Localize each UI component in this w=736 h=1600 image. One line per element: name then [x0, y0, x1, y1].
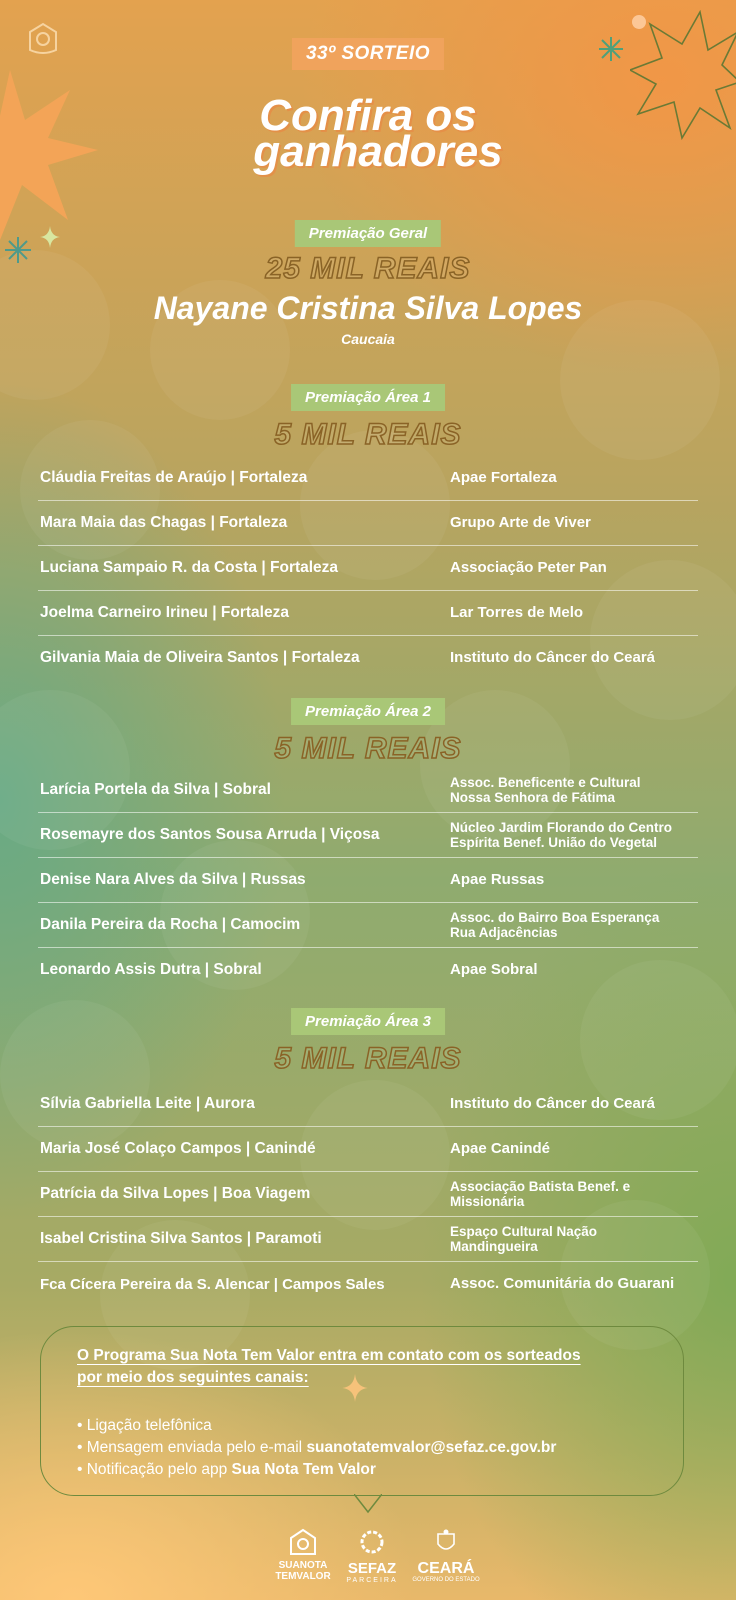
suanota-logo: SUANOTA TEMVALOR [272, 1528, 334, 1582]
list-item: Rosemayre dos Santos Sousa Arruda | Viçosa Núcleo Jardim Florando do Centro Espírita Benef. União do Vegetal [38, 813, 698, 858]
sparkle-icon-left [40, 226, 60, 248]
list-item: Maria José Colaço Campos | Canindé Apae Canindé [38, 1127, 698, 1172]
area1-prize-amount: 5 MIL REAIS [274, 418, 462, 451]
list-item: Patrícia da Silva Lopes | Boa Viagem Associação Batista Benef. e Missionária [38, 1172, 698, 1217]
ceara-crest-icon [434, 1528, 458, 1556]
area1-label: Premiação Área 1 [291, 384, 445, 411]
list-item: Isabel Cristina Silva Santos | Paramoti Espaço Cultural Nação Mandingueira [38, 1217, 698, 1262]
list-item: Cláudia Freitas de Araújo | Fortaleza Apae Fortaleza [38, 456, 698, 501]
draw-number-badge: 33º SORTEIO [292, 38, 444, 70]
app-logo-icon [24, 20, 62, 58]
list-item: Denise Nara Alves da Silva | Russas Apae Russas [38, 858, 698, 903]
suanota-house-icon [287, 1528, 319, 1556]
channel-email: • Mensagem enviada pelo e-mail suanotatemvalor@sefaz.ce.gov.br [77, 1439, 557, 1456]
general-prize-amount: 25 MIL REAIS [265, 252, 471, 285]
general-winner-name: Nayane Cristina Silva Lopes [153, 290, 583, 326]
speech-bubble-tail [354, 1494, 382, 1514]
list-item: Luciana Sampaio R. da Costa | Fortaleza Associação Peter Pan [38, 546, 698, 591]
general-winner-city: Caucaia [341, 331, 395, 347]
headline-line2: ganhadores [253, 127, 503, 176]
app-name: Sua Nota Tem Valor [231, 1461, 376, 1478]
area1-winners-list [38, 456, 698, 680]
list-item: Gilvania Maia de Oliveira Santos | Fortaleza Instituto do Câncer do Ceará [40, 649, 656, 666]
spark-icon-top [598, 36, 624, 62]
list-item: Sílvia Gabriella Leite | Aurora Instituto do Câncer do Ceará [38, 1082, 698, 1127]
email-address[interactable]: suanotatemvalor@sefaz.ce.gov.br [306, 1439, 557, 1456]
contact-channels-list [77, 1415, 647, 1481]
list-item: Larícia Portela da Silva | Sobral Assoc. Beneficente e Cultural Nossa Senhora de Fátima [38, 768, 698, 813]
list-item: Joelma Carneiro Irineu | Fortaleza Lar Torres de Melo [38, 591, 698, 636]
area3-winners-list [38, 1082, 698, 1306]
channel-app: • Notificação pelo app Sua Nota Tem Valor [77, 1461, 376, 1478]
area3-prize-amount: 5 MIL REAIS [274, 1042, 462, 1075]
area3-label: Premiação Área 3 [291, 1008, 445, 1035]
dot-decoration [632, 15, 646, 29]
headline-line1: Confira os [259, 91, 477, 140]
ceara-logo: CEARÁ GOVERNO DO ESTADO [410, 1528, 482, 1583]
list-item: Mara Maia das Chagas | Fortaleza Grupo Arte de Viver [38, 501, 698, 546]
general-prize-label: Premiação Geral [295, 220, 441, 247]
list-item: Danila Pereira da Rocha | Camocim Assoc. do Bairro Boa Esperança Rua Adjacências [38, 903, 698, 948]
area2-label: Premiação Área 2 [291, 698, 445, 725]
channel-phone: • Ligação telefônica [77, 1417, 212, 1434]
list-item: Leonardo Assis Dutra | Sobral Apae Sobral [40, 961, 538, 978]
area2-winners-list [38, 768, 698, 992]
sefaz-ring-icon [358, 1528, 386, 1556]
sefaz-logo: SEFAZ PARCEIRA [340, 1528, 404, 1584]
contact-info-lead: O Programa Sua Nota Tem Valor entra em contato com os sorteados por meio dos seguintes canais: [77, 1347, 581, 1386]
area2-prize-amount: 5 MIL REAIS [274, 732, 462, 765]
contact-info-box [40, 1326, 684, 1496]
list-item: Fca Cícera Pereira da S. Alencar | Campos Sales Assoc. Comunitária do Guarani [40, 1275, 675, 1293]
